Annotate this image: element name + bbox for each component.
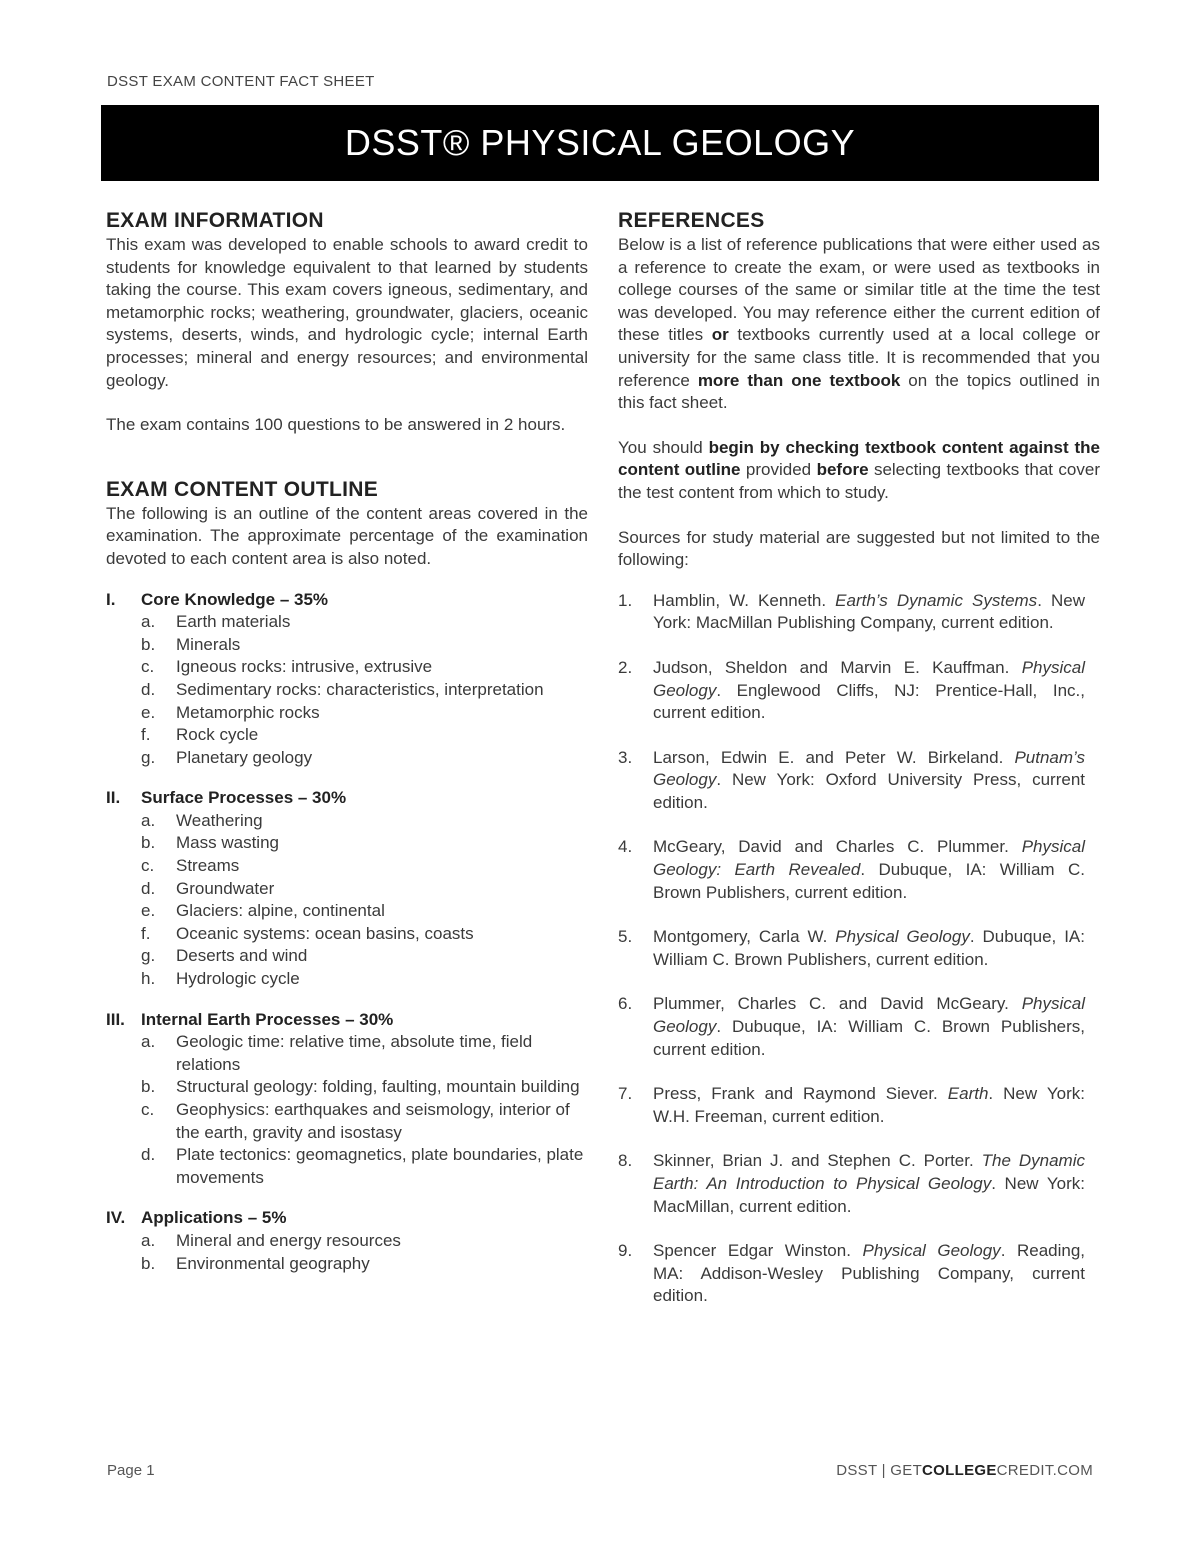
outline-subitem — [106, 679, 588, 702]
reference-title: Physical Geology — [862, 1241, 1001, 1261]
outline-section-title: Internal Earth Processes – 30% — [141, 1009, 394, 1029]
outline-intro-text: The following is an outline of the content areas covered in the examination. The approximate percentage of the examination devoted to each content area is also noted. — [106, 503, 588, 568]
outline-subitem-letter: d. — [141, 679, 156, 699]
outline-section-number: II. — [106, 788, 121, 808]
content-outline-list — [106, 589, 588, 1276]
left-column — [106, 208, 588, 1275]
outline-section-heading — [106, 589, 588, 612]
outline-subitem-letter: a. — [141, 612, 156, 632]
outline-subitem-letter: c. — [141, 856, 155, 876]
outline-section — [106, 589, 588, 770]
reference-item — [618, 747, 1100, 815]
outline-subitem-text: Rock cycle — [176, 725, 259, 745]
reference-number: 5. — [618, 927, 633, 947]
outline-subitem-text: Structural geology: folding, faulting, mountain building — [176, 1077, 580, 1097]
reference-text: Skinner, Brian J. and Stephen C. Porter. The Dynamic Earth: An Introduction to Physical Geology. New York: MacMillan, current edition. — [653, 1151, 1085, 1216]
outline-subitem — [106, 1253, 588, 1276]
reference-number: 9. — [618, 1241, 633, 1261]
references-sources-text: Sources for study material are suggested but not limited to the following: — [618, 527, 1100, 570]
outline-subitem — [106, 855, 588, 878]
outline-subitem-text: Minerals — [176, 634, 241, 654]
reference-text: Press, Frank and Raymond Siever. Earth. New York: W.H. Freeman, current edition. — [653, 1084, 1085, 1126]
reference-text: Plummer, Charles C. and David McGeary. Physical Geology. Dubuque, IA: William C. Brown Publishers, current edition. — [653, 994, 1085, 1059]
outline-subitem-letter: f. — [141, 923, 151, 943]
outline-subitem — [106, 832, 588, 855]
reference-title: Physical Geology: Earth Revealed — [653, 837, 1085, 880]
reference-item — [618, 1083, 1100, 1128]
outline-subitem — [106, 878, 588, 901]
outline-subitem-letter: f. — [141, 725, 151, 745]
outline-section — [106, 787, 588, 990]
outline-subitem-text: Plate tectonics: geomagnetics, plate boundaries, plate movements — [176, 1145, 584, 1187]
outline-section-title: Core Knowledge – 35% — [141, 589, 329, 609]
reference-title: Earth’s Dynamic Systems — [835, 590, 1038, 610]
outline-subitem-letter: e. — [141, 702, 156, 722]
outline-subitem-letter: a. — [141, 810, 156, 830]
footer-brand: DSST | GETCOLLEGECREDIT.COM — [836, 1462, 1093, 1479]
outline-subitem-text: Hydrologic cycle — [176, 969, 300, 989]
outline-section-heading — [106, 1207, 588, 1230]
reference-text: Montgomery, Carla W. Physical Geology. Dubuque, IA: William C. Brown Publishers, current edition. — [653, 927, 1085, 969]
outline-subitem-text: Planetary geology — [176, 747, 313, 767]
outline-subitem — [106, 900, 588, 923]
outline-section-number: IV. — [106, 1208, 126, 1228]
reference-title: Physical Geology — [835, 927, 970, 947]
reference-text: Spencer Edgar Winston. Physical Geology. Reading, MA: Addison-Wesley Publishing Company, current edition. — [653, 1241, 1086, 1306]
outline-subitem-letter: b. — [141, 833, 156, 853]
outline-subitem-text: Glaciers: alpine, continental — [176, 901, 385, 921]
outline-subitem-text: Geologic time: relative time, absolute time, field relations — [176, 1032, 533, 1074]
outline-subitem — [106, 634, 588, 657]
outline-subitem-letter: g. — [141, 946, 156, 966]
page-title-bar — [101, 105, 1099, 181]
outline-section-number: III. — [106, 1009, 125, 1029]
outline-subitem-text: Sedimentary rocks: characteristics, interpretation — [176, 679, 544, 699]
outline-subitem-text: Earth materials — [176, 612, 291, 632]
reference-item — [618, 926, 1100, 971]
reference-title: Putnam’s Geology — [653, 747, 1085, 790]
reference-list — [618, 590, 1100, 1308]
outline-section-heading — [106, 787, 588, 810]
outline-subitem-letter: h. — [141, 969, 156, 989]
reference-text: Judson, Sheldon and Marvin E. Kauffman. Physical Geology. Englewood Cliffs, NJ: Prentice-Hall, Inc., current edition. — [653, 657, 1085, 723]
reference-number: 6. — [618, 994, 633, 1014]
exam-information-text: This exam was developed to enable schools to award credit to students for knowledge equivalent to that learned by students taking the course. This exam covers igneous, sedimentary, and metamorphic rocks; weathering, groundwater, glaciers, oceanic systems, deserts, winds, and hydrologic cycle; internal Earth processes; mineral and energy resources; and environmental geology. — [106, 235, 588, 390]
reference-number: 2. — [618, 657, 633, 677]
outline-subitem-text: Streams — [176, 856, 240, 876]
page-title: DSST® PHYSICAL GEOLOGY — [344, 122, 856, 163]
outline-subitem — [106, 810, 588, 833]
outline-subitem — [106, 1099, 588, 1144]
reference-number: 3. — [618, 747, 633, 767]
outline-subitem-letter: c. — [141, 1100, 155, 1119]
outline-subitem-text: Oceanic systems: ocean basins, coasts — [176, 923, 474, 943]
reference-text: Larson, Edwin E. and Peter W. Birkeland. Putnam’s Geology. New York: Oxford University Press, current edition. — [653, 747, 1085, 812]
outline-subitem — [106, 724, 588, 747]
right-column — [618, 208, 1100, 1330]
outline-subitem-letter: b. — [141, 634, 156, 654]
outline-section — [106, 1009, 588, 1190]
references-intro-text: Below is a list of reference publications that were either used as a reference to create the exam, or were used as textbooks in college courses of the same or similar title at the time the test was developed. You may reference either the current edition of these titles or textbooks currently used at a local college or university for the same class title. It is recommended that you reference more than one textbook on the topics outlined in this fact sheet. — [618, 235, 1100, 413]
reference-item — [618, 657, 1100, 725]
outline-subitem-letter: c. — [141, 657, 155, 677]
outline-subitem-text: Weathering — [176, 810, 263, 830]
outline-subitem — [106, 968, 588, 991]
outline-subitem-text: Environmental geography — [176, 1253, 370, 1273]
outline-subitem-letter: d. — [141, 1145, 156, 1165]
outline-subitem — [106, 945, 588, 968]
outline-subitem-letter: b. — [141, 1077, 156, 1097]
outline-subitem — [106, 1144, 588, 1189]
outline-subitem — [106, 747, 588, 770]
reference-title: Physical Geology — [653, 994, 1085, 1037]
outline-section-title: Surface Processes – 30% — [141, 788, 347, 808]
outline-subitem — [106, 656, 588, 679]
page-number: Page 1 — [107, 1462, 155, 1479]
outline-subitem-text: Mineral and energy resources — [176, 1230, 401, 1250]
reference-item — [618, 993, 1100, 1061]
reference-number: 1. — [618, 590, 633, 610]
outline-subitem-letter: a. — [141, 1230, 156, 1250]
reference-number: 4. — [618, 837, 633, 857]
reference-item — [618, 1150, 1100, 1218]
outline-subitem — [106, 1230, 588, 1253]
outline-subitem — [106, 702, 588, 725]
reference-number: 8. — [618, 1151, 633, 1171]
outline-subitem — [106, 1031, 588, 1076]
references-heading: REFERENCES — [618, 209, 765, 232]
outline-section-heading — [106, 1009, 588, 1032]
outline-subitem-letter: g. — [141, 747, 156, 767]
outline-subitem-letter: e. — [141, 901, 156, 921]
outline-subitem — [106, 1076, 588, 1099]
outline-subitem-text: Igneous rocks: intrusive, extrusive — [176, 657, 433, 677]
outline-subitem-letter: d. — [141, 878, 156, 898]
reference-item — [618, 836, 1100, 904]
outline-subitem-text: Deserts and wind — [176, 946, 308, 966]
outline-subitem-text: Geophysics: earthquakes and seismology, interior of the earth, gravity and isostasy — [176, 1100, 570, 1142]
exam-information-heading: EXAM INFORMATION — [106, 209, 324, 232]
outline-subitem-text: Mass wasting — [176, 833, 279, 853]
exam-question-count-text: The exam contains 100 questions to be answered in 2 hours. — [106, 415, 566, 435]
outline-subitem-text: Groundwater — [176, 878, 275, 898]
reference-title: Physical Geology — [653, 657, 1085, 700]
outline-subitem — [106, 611, 588, 634]
reference-item — [618, 1240, 1100, 1308]
outline-section-number: I. — [106, 589, 116, 609]
fact-sheet-label: DSST EXAM CONTENT FACT SHEET — [107, 73, 375, 90]
exam-content-outline-heading: EXAM CONTENT OUTLINE — [106, 477, 378, 501]
outline-subitem-letter: b. — [141, 1253, 156, 1273]
reference-text: McGeary, David and Charles C. Plummer. Physical Geology: Earth Revealed. Dubuque, IA: William C. Brown Publishers, current edition. — [653, 837, 1085, 902]
reference-title: The Dynamic Earth: An Introduction to Physical Geology — [653, 1151, 1085, 1193]
reference-item — [618, 590, 1100, 635]
outline-section — [106, 1207, 588, 1275]
outline-subitem — [106, 923, 588, 946]
outline-subitem-letter: a. — [141, 1032, 156, 1052]
references-advice-text: You should begin by checking textbook content against the content outline provided before selecting textbooks that cover the test content from which to study. — [618, 437, 1100, 502]
outline-subitem-text: Metamorphic rocks — [176, 702, 320, 722]
reference-text: Hamblin, W. Kenneth. Earth’s Dynamic Systems. New York: MacMillan Publishing Company, current edition. — [653, 590, 1085, 633]
reference-number: 7. — [618, 1084, 633, 1104]
reference-title: Earth — [947, 1084, 989, 1104]
outline-section-title: Applications – 5% — [141, 1208, 287, 1228]
